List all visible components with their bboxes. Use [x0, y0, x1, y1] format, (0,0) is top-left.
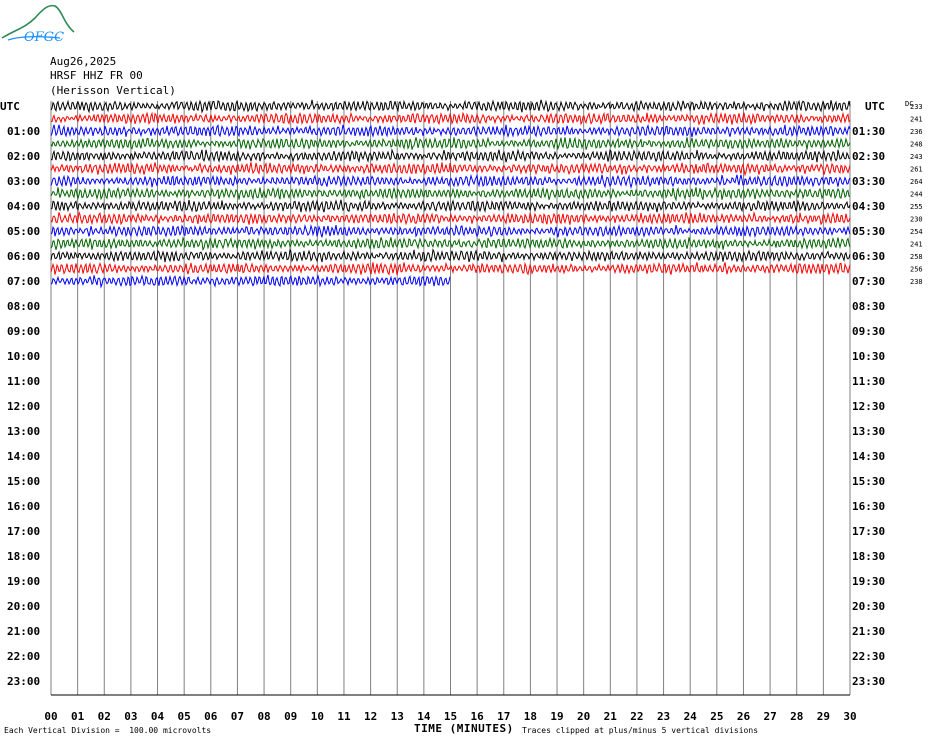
left-label-10: 10:00 [7, 350, 41, 363]
left-label-4: 04:00 [7, 200, 41, 213]
right-label-23: 23:30 [852, 675, 886, 688]
dc-label-02:30: 261 [910, 165, 923, 174]
left-label-8: 08:00 [7, 300, 41, 313]
dc-label-03:30: 244 [910, 190, 923, 199]
right-label-10: 10:30 [852, 350, 886, 363]
left-hour-labels [0, 100, 40, 688]
left-label-22: 22:00 [7, 650, 41, 663]
left-label-12: 12:00 [7, 400, 41, 413]
scale-note: Each Vertical Division = 100.00 microvolts [4, 726, 212, 735]
x-tick-17: 17 [497, 710, 511, 723]
x-tick-20: 20 [577, 710, 591, 723]
x-tick-05: 05 [177, 710, 191, 723]
dc-label-06:00: 258 [910, 253, 923, 261]
right-label-1: 01:30 [852, 125, 886, 138]
left-label-9: 09:00 [7, 325, 41, 338]
right-label-12: 12:30 [852, 400, 886, 413]
x-tick-11: 11 [337, 710, 351, 723]
x-tick-00: 00 [44, 710, 58, 723]
x-tick-15: 15 [443, 710, 458, 723]
x-tick-13: 13 [390, 710, 404, 723]
x-tick-27: 27 [763, 710, 777, 723]
right-label-3: 03:30 [852, 175, 886, 188]
right-label-15: 15:30 [852, 475, 886, 488]
minute-grid [51, 101, 850, 695]
x-tick-26: 26 [736, 710, 751, 723]
dc-label-04:30: 230 [910, 215, 923, 224]
x-tick-02: 02 [97, 710, 111, 723]
right-hour-labels [852, 100, 885, 688]
right-label-6: 06:30 [852, 250, 886, 263]
dc-label-00:30: 241 [910, 115, 923, 124]
right-label-9: 09:30 [852, 325, 886, 338]
x-tick-12: 12 [363, 710, 378, 723]
right-label-11: 11:30 [852, 375, 886, 388]
right-label-22: 22:30 [852, 650, 886, 663]
x-tick-10: 10 [310, 710, 324, 723]
x-axis-title: TIME (MINUTES) [414, 722, 514, 735]
x-tick-14: 14 [417, 710, 431, 723]
header-date: Aug26,2025 [50, 55, 117, 68]
right-label-13: 13:30 [852, 425, 886, 438]
right-label-4: 04:30 [852, 200, 886, 213]
x-tick-30: 30 [843, 710, 857, 723]
left-label-19: 19:00 [7, 575, 41, 588]
x-tick-04: 04 [150, 710, 165, 723]
dc-label-05:00: 254 [910, 228, 923, 236]
dc-offset-labels [910, 103, 923, 286]
x-tick-09: 09 [284, 710, 298, 723]
right-label-20: 20:30 [852, 600, 886, 613]
right-label-0: UTC [865, 100, 885, 113]
trace-07:00 [51, 275, 450, 287]
dc-header-label: DC [905, 100, 914, 108]
dc-label-05:30: 241 [910, 240, 923, 249]
x-tick-24: 24 [683, 710, 697, 723]
left-label-15: 15:00 [7, 475, 41, 488]
left-label-21: 21:00 [7, 625, 41, 638]
x-tick-08: 08 [257, 710, 271, 723]
right-label-21: 21:30 [852, 625, 886, 638]
x-tick-29: 29 [816, 710, 830, 723]
dc-label-06:30: 256 [910, 265, 923, 274]
header-location: (Herisson Vertical) [50, 84, 176, 97]
left-label-0: UTC [0, 100, 20, 113]
left-label-11: 11:00 [7, 375, 41, 388]
x-tick-07: 07 [230, 710, 245, 723]
dc-label-01:30: 248 [910, 140, 923, 149]
x-tick-19: 19 [550, 710, 564, 723]
left-label-16: 16:00 [7, 500, 41, 513]
x-tick-01: 01 [71, 710, 85, 723]
right-label-16: 16:30 [852, 500, 886, 513]
left-label-18: 18:00 [7, 550, 41, 563]
left-label-20: 20:00 [7, 600, 41, 613]
right-label-2: 02:30 [852, 150, 886, 163]
left-label-5: 05:00 [7, 225, 41, 238]
x-tick-06: 06 [204, 710, 218, 723]
dc-label-01:00: 236 [910, 128, 923, 136]
right-label-5: 05:30 [852, 225, 886, 238]
dc-label-03:00: 264 [910, 178, 923, 186]
x-tick-16: 16 [470, 710, 484, 723]
dc-label-04:00: 255 [910, 203, 923, 211]
header-station: HRSF HHZ FR 00 [50, 69, 143, 82]
x-tick-21: 21 [603, 710, 617, 723]
dc-label-00:00: 233 [910, 103, 923, 111]
dc-label-07:00: 238 [910, 278, 923, 286]
x-tick-22: 22 [630, 710, 644, 723]
left-label-1: 01:00 [7, 125, 41, 138]
dc-label-02:00: 243 [910, 153, 923, 161]
right-label-14: 14:30 [852, 450, 886, 463]
right-label-19: 19:30 [852, 575, 886, 588]
left-label-7: 07:00 [7, 275, 41, 288]
x-tick-28: 28 [790, 710, 804, 723]
left-label-13: 13:00 [7, 425, 41, 438]
left-label-6: 06:00 [7, 250, 41, 263]
right-label-8: 08:30 [852, 300, 886, 313]
clip-note: Traces clipped at plus/minus 5 vertical divisions [522, 726, 759, 735]
right-label-7: 07:30 [852, 275, 886, 288]
right-label-18: 18:30 [852, 550, 886, 563]
left-label-14: 14:00 [7, 450, 41, 463]
x-tick-03: 03 [124, 710, 138, 723]
right-label-17: 17:30 [852, 525, 886, 538]
logo-text: OFGC [24, 30, 65, 45]
left-label-17: 17:00 [7, 525, 41, 538]
x-tick-23: 23 [656, 710, 671, 723]
left-label-2: 02:00 [7, 150, 41, 163]
left-label-3: 03:00 [7, 175, 41, 188]
left-label-23: 23:00 [7, 675, 41, 688]
x-tick-18: 18 [523, 710, 538, 723]
x-tick-25: 25 [710, 710, 724, 723]
